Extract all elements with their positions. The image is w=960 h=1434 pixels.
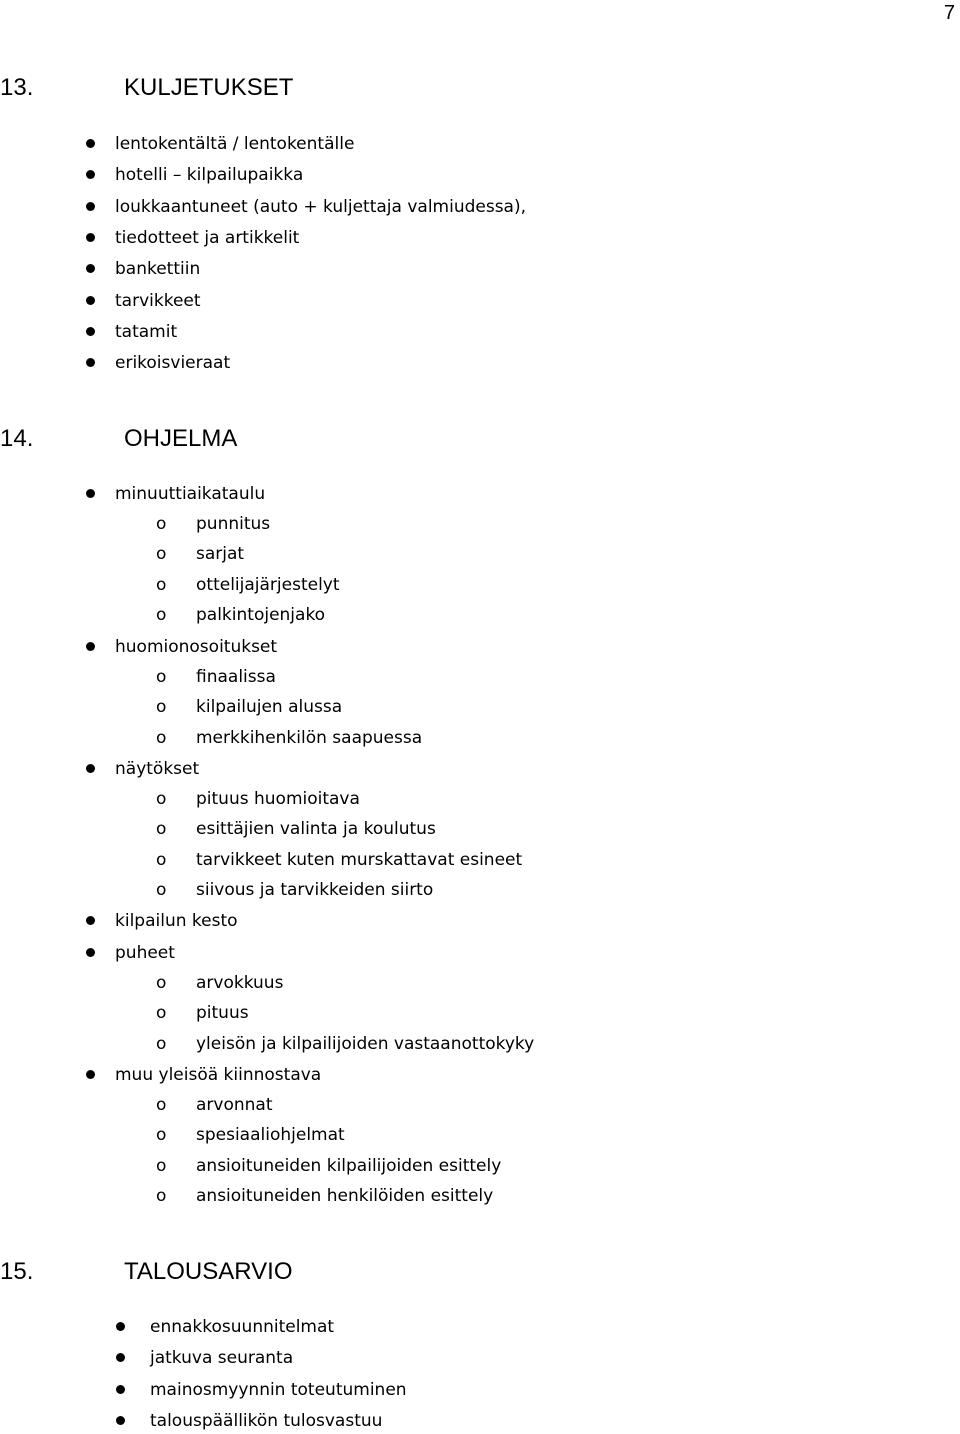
page-number: 7 <box>943 2 955 24</box>
list-item: jatkuva seuranta <box>150 1348 294 1368</box>
sub-list-item: sarjat <box>196 544 245 564</box>
section-number: 13. <box>0 74 34 101</box>
list-item: tarvikkeet <box>115 291 201 311</box>
bullet-icon <box>86 489 95 498</box>
bullet-icon <box>86 202 95 211</box>
bullet-icon <box>86 916 95 925</box>
list-item: bankettiin <box>115 259 201 279</box>
bullet-icon <box>116 1385 125 1394</box>
circle-bullet-icon: o <box>156 544 167 564</box>
bullet-icon <box>86 358 95 367</box>
circle-bullet-icon: o <box>156 1003 167 1023</box>
section-number: 14. <box>0 425 34 452</box>
circle-bullet-icon: o <box>156 819 167 839</box>
circle-bullet-icon: o <box>156 880 167 900</box>
list-item: talouspäällikön tulosvastuu <box>150 1411 383 1431</box>
circle-bullet-icon: o <box>156 605 167 625</box>
sub-list-item: pituus <box>196 1003 249 1023</box>
circle-bullet-icon: o <box>156 667 167 687</box>
bullet-icon <box>86 139 95 148</box>
sub-list-item: esittäjien valinta ja koulutus <box>196 819 436 839</box>
list-item: minuuttiaikataulu <box>115 484 266 504</box>
sub-list-item: ottelijajärjestelyt <box>196 575 340 595</box>
sub-list-item: spesiaaliohjelmat <box>196 1125 345 1145</box>
list-item: näytökset <box>115 759 200 779</box>
circle-bullet-icon: o <box>156 1034 167 1054</box>
circle-bullet-icon: o <box>156 1125 167 1145</box>
circle-bullet-icon: o <box>156 697 167 717</box>
list-item: puheet <box>115 943 175 963</box>
list-item: muu yleisöä kiinnostava <box>115 1065 322 1085</box>
bullet-icon <box>86 296 95 305</box>
sub-list-item: punnitus <box>196 514 271 534</box>
circle-bullet-icon: o <box>156 1156 167 1176</box>
bullet-icon <box>86 1070 95 1079</box>
circle-bullet-icon: o <box>156 1186 167 1206</box>
sub-list-item: tarvikkeet kuten murskattavat esineet <box>196 850 523 870</box>
circle-bullet-icon: o <box>156 789 167 809</box>
list-item: erikoisvieraat <box>115 353 231 373</box>
list-item: kilpailun kesto <box>115 911 238 931</box>
sub-list-item: palkintojenjako <box>196 605 326 625</box>
bullet-icon <box>86 170 95 179</box>
list-item: tatamit <box>115 322 178 342</box>
list-item: lentokentältä / lentokentälle <box>115 134 355 154</box>
bullet-icon <box>86 948 95 957</box>
sub-list-item: ansioituneiden henkilöiden esittely <box>196 1186 494 1206</box>
sub-list-item: pituus huomioitava <box>196 789 360 809</box>
circle-bullet-icon: o <box>156 973 167 993</box>
sub-list-item: yleisön ja kilpailijoiden vastaanottokyky <box>196 1034 535 1054</box>
circle-bullet-icon: o <box>156 728 167 748</box>
bullet-icon <box>86 642 95 651</box>
list-item: huomionosoitukset <box>115 637 278 657</box>
circle-bullet-icon: o <box>156 514 167 534</box>
bullet-icon <box>86 764 95 773</box>
section-title: TALOUSARVIO <box>124 1258 293 1285</box>
sub-list-item: kilpailujen alussa <box>196 697 343 717</box>
sub-list-item: merkkihenkilön saapuessa <box>196 728 423 748</box>
bullet-icon <box>86 264 95 273</box>
section-title: OHJELMA <box>124 425 238 452</box>
section-number: 15. <box>0 1258 34 1285</box>
list-item: ennakkosuunnitelmat <box>150 1317 335 1337</box>
sub-list-item: arvokkuus <box>196 973 284 993</box>
sub-list-item: arvonnat <box>196 1095 273 1115</box>
bullet-icon <box>86 233 95 242</box>
bullet-icon <box>116 1322 125 1331</box>
list-item: loukkaantuneet (auto + kuljettaja valmiudessa), <box>115 197 527 217</box>
bullet-icon <box>86 327 95 336</box>
sub-list-item: siivous ja tarvikkeiden siirto <box>196 880 434 900</box>
list-item: mainosmyynnin toteutuminen <box>150 1380 407 1400</box>
list-item: tiedotteet ja artikkelit <box>115 228 300 248</box>
circle-bullet-icon: o <box>156 850 167 870</box>
bullet-icon <box>116 1353 125 1362</box>
sub-list-item: finaalissa <box>196 667 276 687</box>
circle-bullet-icon: o <box>156 1095 167 1115</box>
circle-bullet-icon: o <box>156 575 167 595</box>
section-title: KULJETUKSET <box>124 74 294 101</box>
list-item: hotelli – kilpailupaikka <box>115 165 304 185</box>
bullet-icon <box>116 1416 125 1425</box>
sub-list-item: ansioituneiden kilpailijoiden esittely <box>196 1156 502 1176</box>
